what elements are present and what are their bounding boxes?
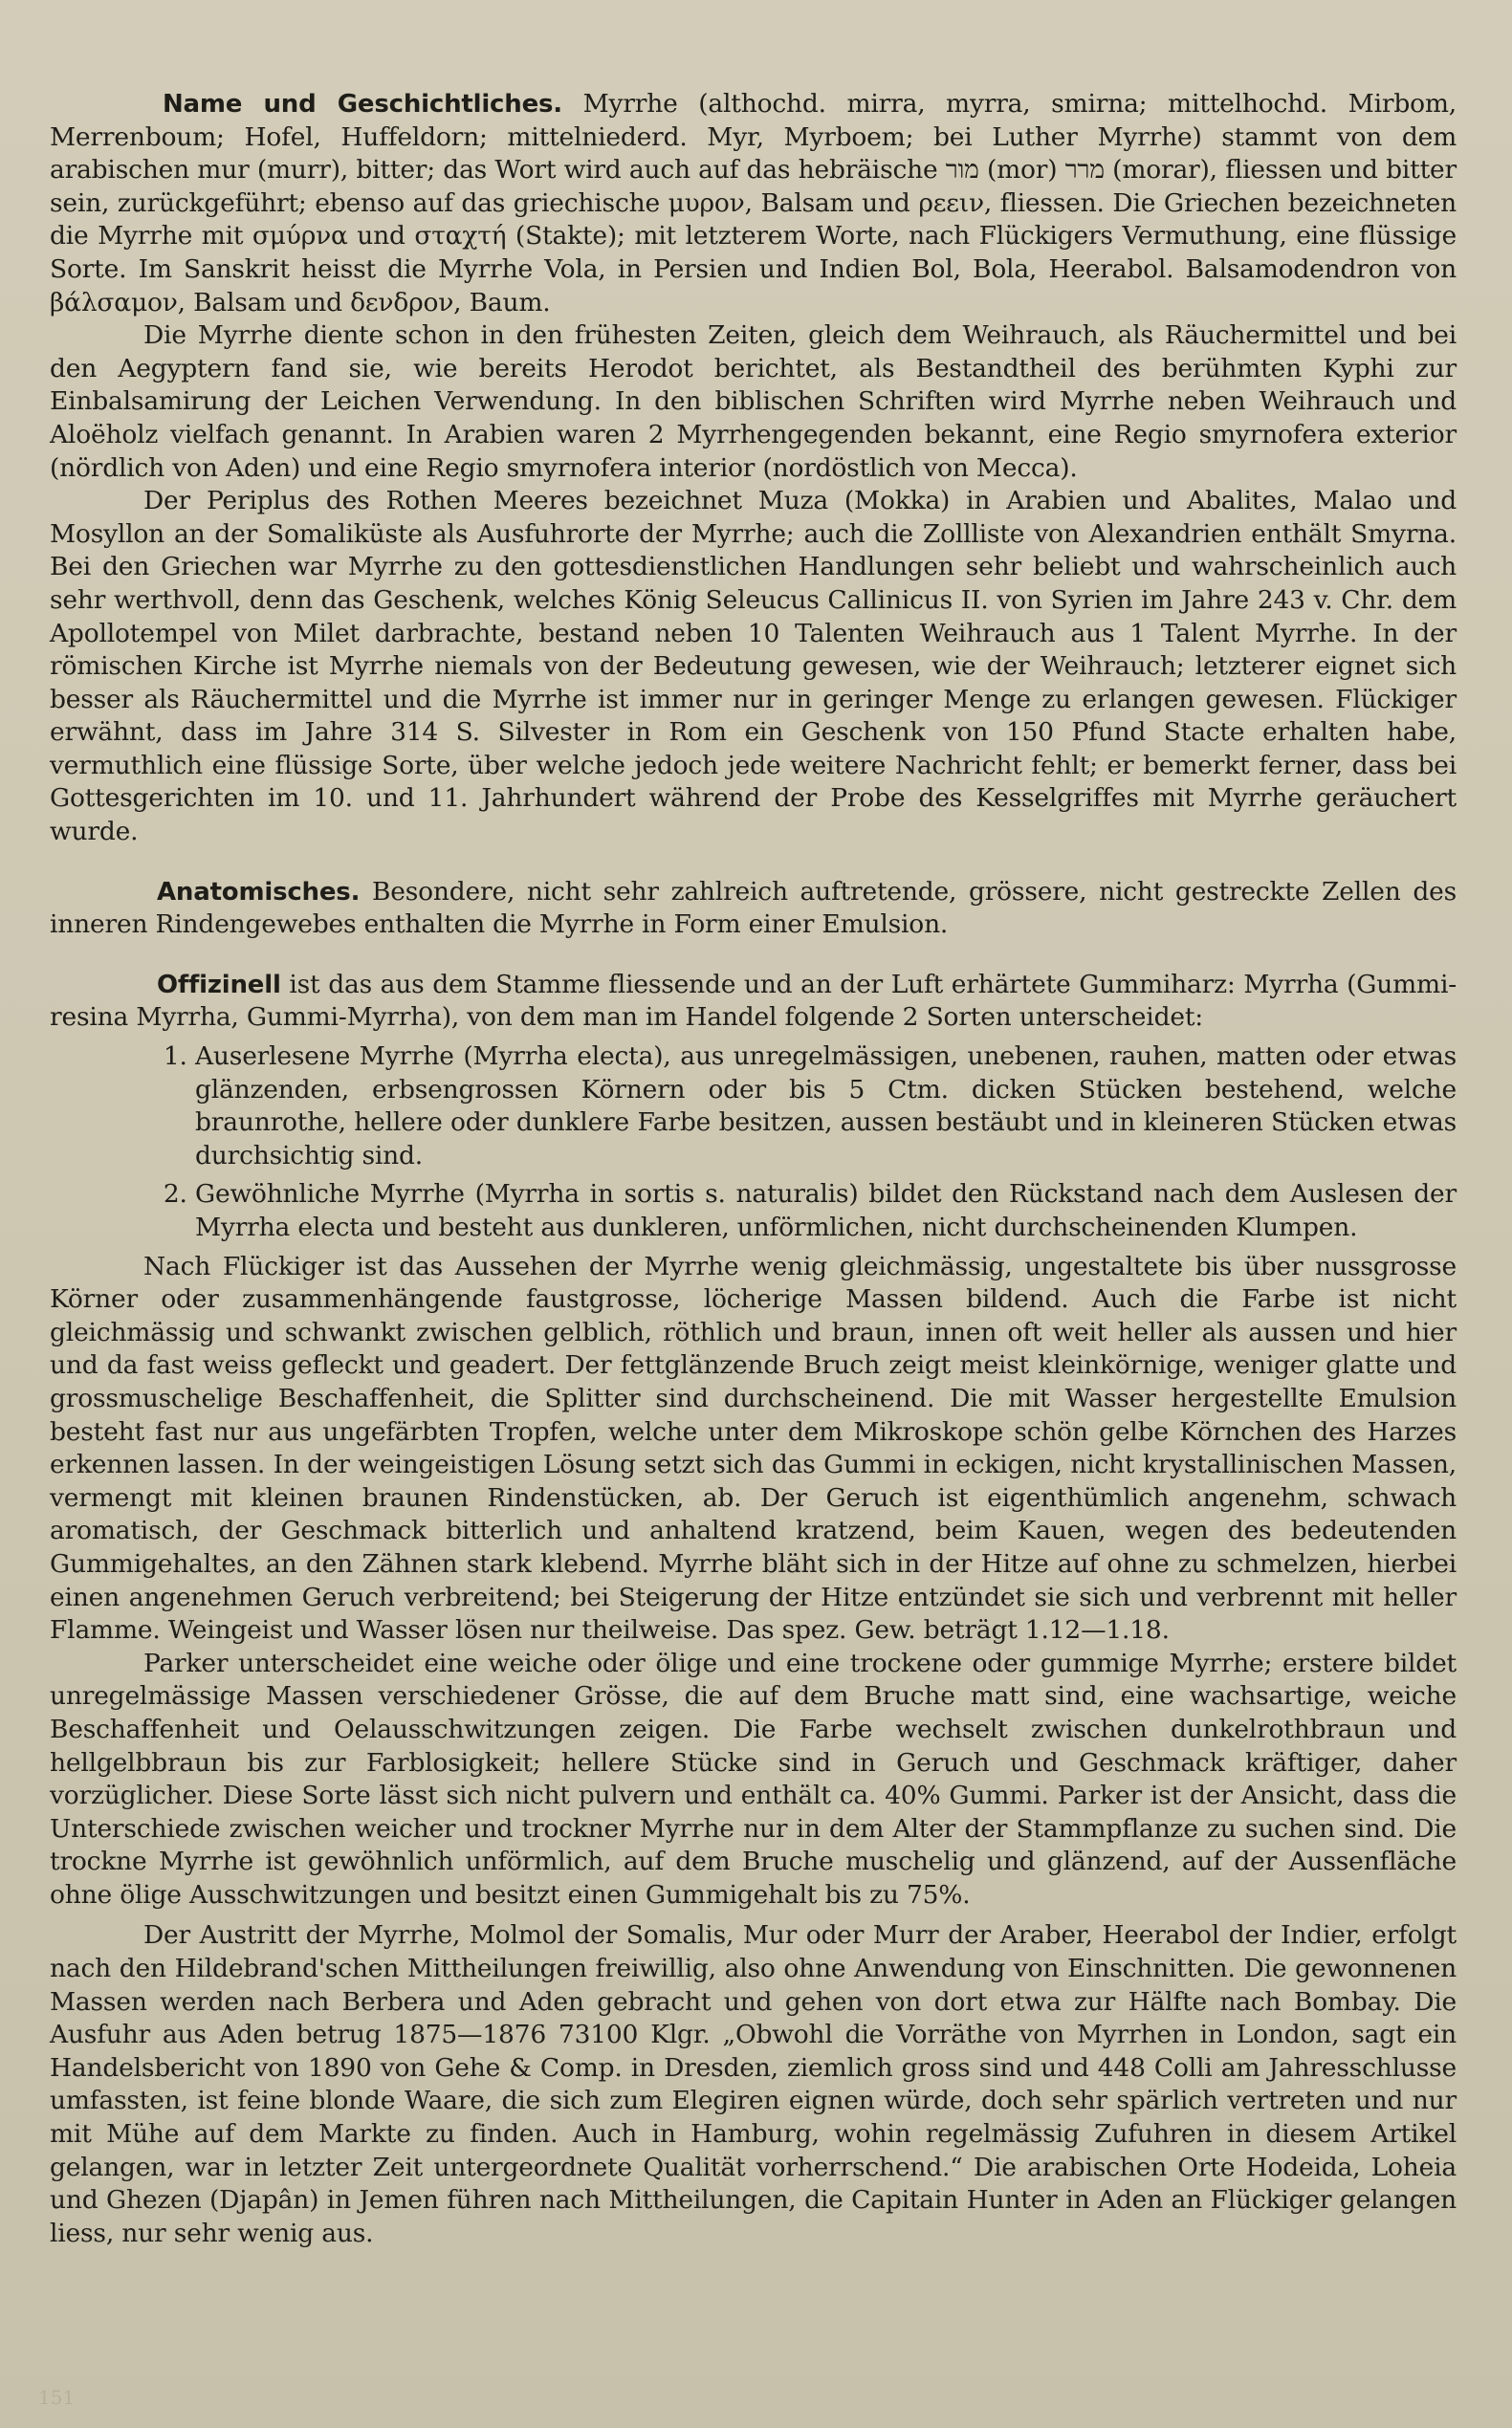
section-name-geschichtliches (50, 88, 1457, 319)
paragraph-history-1: Die Myrrhe diente schon in den frühesten Zeiten, gleich dem Weihrauch, als Räuchermittel und bei den Aegyptern fand sie, wie bereits Herodot berichtet, als Bestandtheil des berühmten Kyphi zur Einbalsamirung der Leichen Verwendung. In den biblischen Schriften wird Myrrhe neben Weihrauch und Aloëholz vielfach genannt. In Arabien waren 2 Myrrhengegenden bekannt, eine Regio smyrnofera exterior (nördlich von Aden) und eine Regio smyrnofera interior (nordöstlich von Mecca). (50, 320, 1457, 483)
heading-offizinell: Offizinell (157, 970, 281, 999)
paragraph-offizinell: ist das aus dem Stamme fliessende und an der Luft erhärtete Gummiharz: Myrrha (Gummi-resina Myrrha, Gummi-Myrrha), von dem man im Handel folgende 2 Sorten unterscheidet: (50, 969, 1457, 1033)
list-item: 2. Gewöhnliche Myrrhe (Myrrha in sortis s. naturalis) bildet den Rückstand nach dem Auslesen der Myrrha electa und besteht aus dunkleren, unförmlichen, nicht durchscheinenden Klumpen. (195, 1178, 1457, 1244)
page-number: 151 (38, 2386, 76, 2409)
page-text (50, 88, 1457, 2250)
paragraph-history-2: Der Periplus des Rothen Meeres bezeichnet Muza (Mokka) in Arabien und Abalites, Malao und Mosyllon an der Somaliküste als Ausfuhrorte der Myrrhe; auch die Zollliste von Alexandrien enthält Smyrna. Bei den Griechen war Myrrhe zu den gottesdienstlichen Handlungen sehr beliebt und wahrscheinlich auch sehr werthvoll, denn das Geschenk, welches König Seleucus Callinicus II. von Syrien im Jahre 243 v. Chr. dem Apollotempel von Milet darbrachte, bestand neben 10 Talenten Weihrauch aus 1 Talent Myrrhe. In der römischen Kirche ist Myrrhe niemals von der Bedeutung gewesen, wie der Weihrauch; letzterer eignet sich besser als Räuchermittel und die Myrrhe ist immer nur in geringer Menge zu erlangen gewesen. Flückiger erwähnt, dass im Jahre 314 S. Silvester in Rom ein Geschenk von 150 Pfund Stacte erhalten habe, vermuthlich eine flüssige Sorte, über welche jedoch jede weitere Nachricht fehlt; er bemerkt ferner, dass bei Gottesgerichten im 10. und 11. Jahrhundert während der Probe des Kesselgriffes mit Myrrhe geräuchert wurde. (50, 486, 1457, 847)
paragraph-parker: Parker unterscheidet eine weiche oder ölige und eine trockene oder gummige Myrrhe; erstere bildet unregelmässige Massen verschiedener Grösse, die auf dem Bruche matt sind, eine wachsartige, weiche Beschaffenheit und Oelausschwitzungen zeigen. Die Farbe wechselt zwischen dunkelrothbraun und hellgelbbraun bis zur Farblosigkeit; hellere Stücke sind in Geruch und Geschmack kräftiger, daher vorzüglicher. Diese Sorte lässt sich nicht pulvern und enthält ca. 40% Gummi. Parker ist der Ansicht, dass die Unterschiede zwischen weicher und trockner Myrrhe nur in dem Alter der Stammpflanze zu suchen sind. Die trockne Myrrhe ist gewöhnlich unförmlich, auf dem Bruche muschelig und glänzend, auf der Aussenfläche ohne ölige Ausschwitzungen und besitzt einen Gummigehalt bis zu 75%. (50, 1648, 1457, 1910)
list-item: 1. Auserlesene Myrrhe (Myrrha electa), aus unregelmässigen, unebenen, rauhen, matten oder etwas glänzenden, erbsengrossen Körnern oder bis 5 Ctm. dicken Stücken bestehend, welche braunrothe, hellere oder dunklere Farbe besitzen, aussen bestäubt und in kleineren Stücken etwas durchsichtig sind. (195, 1040, 1457, 1172)
section-offizinell (50, 969, 1457, 1035)
sorts-list (50, 1040, 1457, 1245)
heading-name-und-geschichtliches: Name und Geschichtliches. (163, 90, 562, 119)
section-anatomisches (50, 876, 1457, 942)
paragraph-austritt: Der Austritt der Myrrhe, Molmol der Somalis, Mur oder Murr der Araber, Heerabol der Indier, erfolgt nach den Hildebrand'schen Mittheilungen freiwillig, also ohne Anwendung von Einschnitten. Die gewonnenen Massen werden nach Berbera und Aden gebracht und gehen von dort etwa zur Hälfte nach Bombay. Die Ausfuhr aus Aden betrug 1875—1876 73100 Klgr. „Obwohl die Vorräthe von Myrrhen in London, sagt ein Handelsbericht von 1890 von Gehe & Comp. in Dresden, ziemlich gross sind und 448 Colli am Jahresschlusse umfassten, ist feine blonde Waare, die sich zum Elegiren eignen würde, doch sehr spärlich vertreten und nur mit Mühe auf dem Markte zu finden. Auch in Hamburg, wohin regelmässig Zufuhren in diesem Artikel gelangen, war in letzter Zeit untergeordnete Qualität vorherrschend.“ Die arabischen Orte Hodeida, Loheia und Ghezen (Djapân) in Jemen führen nach Mittheilungen, die Capitain Hunter in Aden an Flückiger gelangen liess, nur sehr wenig aus. (50, 1920, 1457, 2248)
paragraph-flueckiger: Nach Flückiger ist das Aussehen der Myrrhe wenig gleichmässig, ungestaltete bis über nussgrosse Körner oder zusammenhängende faustgrosse, löcherige Massen bildend. Auch die Farbe ist nicht gleichmässig und schwankt zwischen gelblich, röthlich und braun, innen oft weit heller als aussen und hier und da fast weiss gefleckt und geadert. Der fettglänzende Bruch zeigt meist kleinkörnige, weniger glatte und grossmuschelige Beschaffenheit, die Splitter sind durchscheinend. Die mit Wasser hergestellte Emulsion besteht fast nur aus ungefärbten Tropfen, welche unter dem Mikroskope schön gelbe Körnchen des Harzes erkennen lassen. In der weingeistigen Lösung setzt sich das Gummi in eckigen, nicht krystallinischen Massen, vermengt mit kleinen braunen Rindenstücken, ab. Der Geruch ist eigenthümlich angenehm, schwach aromatisch, der Geschmack bitterlich und anhaltend kratzend, beim Kauen, wegen des bedeutenden Gummigehaltes, an den Zähnen stark klebend. Myrrhe bläht sich in der Hitze auf ohne zu schmelzen, hierbei einen angenehmen Geruch verbreitend; bei Steigerung der Hitze entzündet sie sich und verbrennt mit heller Flamme. Weingeist und Wasser lösen nur theilweise. Das spez. Gew. beträgt 1.12—1.18. (50, 1251, 1457, 1646)
paragraph-anatomisches: Besondere, nicht sehr zahlreich auftretende, grössere, nicht gestreckte Zellen des inneren Rindengewebes enthalten die Myrrhe in Form einer Emulsion. (50, 876, 1457, 940)
heading-anatomisches: Anatomisches. (157, 877, 361, 907)
paragraph-name: Myrrhe (althochd. mirra, myrra, smirna; mittelhochd. Mirbom, Merrenboum; Hofel, Huffeldorn; mittelniederd. Myr, Myrboem; bei Luther Myrrhe) stammt von dem arabischen mur (murr), bitter; das Wort wird auch auf das hebräische מור (mor) מרר (morar), fliessen und bitter sein, zurückgeführt; ebenso auf das griechische μυρον, Balsam und ρεειν, fliessen. Die Griechen bezeichneten die Myrrhe mit σμύρνα und σταχτή (Stakte); mit letzterem Worte, nach Flückigers Vermuthung, eine flüssige Sorte. Im Sanskrit heisst die Myrrhe Vola, in Persien und Indien Bol, Bola, Heerabol. Balsamodendron von βάλσαμον, Balsam und δενδρον, Baum. (50, 89, 1457, 317)
